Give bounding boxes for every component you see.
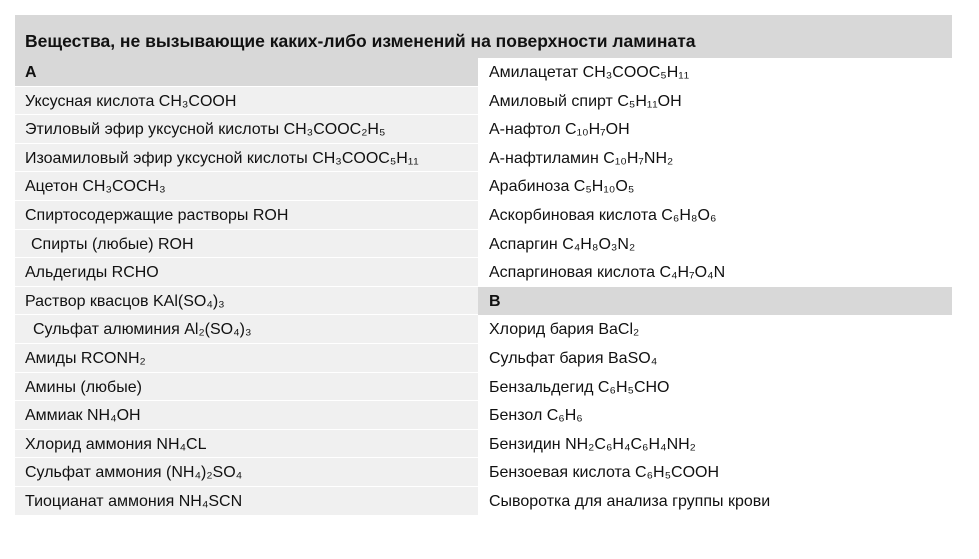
right-table-row: А-нафтиламин C₁₀H₇NH₂ bbox=[478, 144, 952, 173]
right-column bbox=[478, 58, 952, 516]
right-table-row: А-нафтол C₁₀H₇OH bbox=[478, 115, 952, 144]
right-table-row: Сыворотка для анализа группы крови bbox=[478, 487, 952, 516]
right-table-row: Сульфат бария BaSO₄ bbox=[478, 344, 952, 373]
left-table-row: Аммиак NH₄OH bbox=[15, 401, 478, 430]
right-table-row: Арабиноза C₅H₁₀O₅ bbox=[478, 172, 952, 201]
table-title: Вещества, не вызывающие каких-либо изменений на поверхности ламината bbox=[15, 15, 952, 58]
left-table-row: Раствор квасцов KAl(SO₄)₃ bbox=[15, 287, 478, 316]
table-body bbox=[15, 58, 952, 516]
left-table-row: Сульфат аммония (NH₄)₂SO₄ bbox=[15, 458, 478, 487]
right-table-row: Аспаргиновая кислота C₄H₇O₄N bbox=[478, 258, 952, 287]
left-table-row: Изоамиловый эфир уксусной кислоты CH₃COOC₅H₁₁ bbox=[15, 144, 478, 173]
left-table-row: Этиловый эфир уксусной кислоты CH₃COOC₂H₅ bbox=[15, 115, 478, 144]
substances-table bbox=[15, 15, 952, 516]
left-group-header: А bbox=[15, 58, 478, 87]
left-table-row: Амины (любые) bbox=[15, 373, 478, 402]
right-table-row: Амиловый спирт C₅H₁₁OH bbox=[478, 87, 952, 116]
right-table-row: Аспаргин C₄H₈O₃N₂ bbox=[478, 230, 952, 259]
right-table-row: Бензидин NH₂C₆H₄C₆H₄NH₂ bbox=[478, 430, 952, 459]
right-table-row: Бензол C₆H₆ bbox=[478, 401, 952, 430]
right-table-row: Амилацетат CH₃COOC₅H₁₁ bbox=[478, 58, 952, 87]
right-table-row: Аскорбиновая кислота C₆H₈O₆ bbox=[478, 201, 952, 230]
right-table-row: Хлорид бария BaCl₂ bbox=[478, 315, 952, 344]
left-column bbox=[15, 58, 478, 516]
left-table-row: Альдегиды RCHO bbox=[15, 258, 478, 287]
left-table-row: Ацетон CH₃COCH₃ bbox=[15, 172, 478, 201]
left-table-row: Сульфат алюминия Al₂(SO₄)₃ bbox=[15, 315, 478, 344]
left-table-row: Спиртосодержащие растворы ROH bbox=[15, 201, 478, 230]
left-table-row: Хлорид аммония NH₄CL bbox=[15, 430, 478, 459]
right-group-header: В bbox=[478, 287, 952, 316]
right-table-row: Бензальдегид C₆H₅CHO bbox=[478, 373, 952, 402]
right-table-row: Бензоевая кислота C₆H₅COOH bbox=[478, 458, 952, 487]
left-table-row: Тиоцианат аммония NH₄SCN bbox=[15, 487, 478, 516]
left-table-row: Уксусная кислота CH₃COOH bbox=[15, 87, 478, 116]
left-table-row: Амиды RCONH₂ bbox=[15, 344, 478, 373]
left-table-row: Спирты (любые) ROH bbox=[15, 230, 478, 259]
